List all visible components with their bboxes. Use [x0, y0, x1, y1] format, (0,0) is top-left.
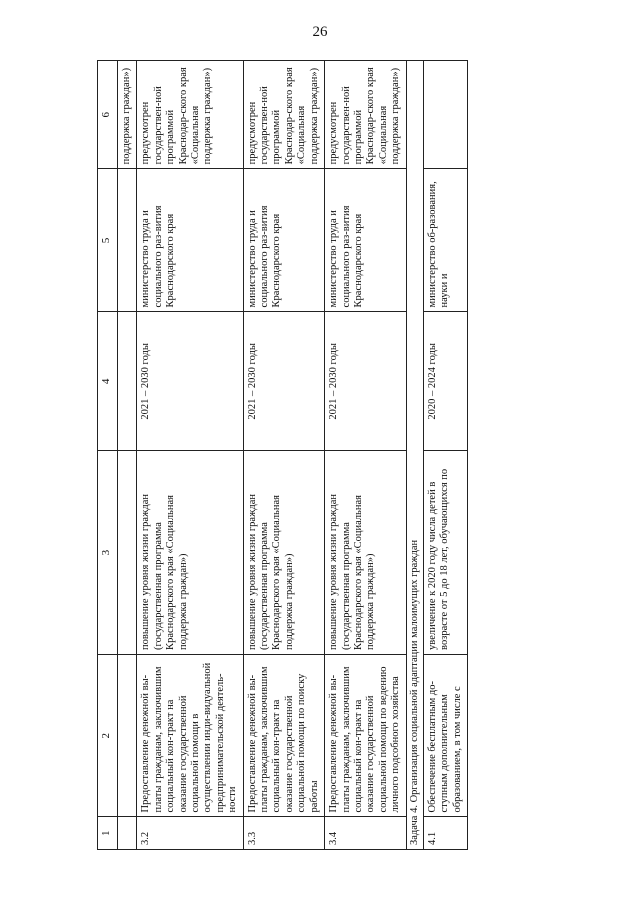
- measure-cell: Обеспечение бесплатным до-ступным дополнительным образованием, в том числе с: [423, 654, 467, 817]
- table-row: [423, 61, 467, 850]
- header-col-2: 2: [98, 654, 118, 817]
- table-row: [243, 61, 324, 850]
- measure-cell: Предоставление денежной вы-платы гражданам, заключившим социальный кон-тракт на оказание государственной социальной помощи в осуществлении инди-видуальной предпринимательской деятель-ности: [137, 654, 243, 817]
- task-heading: Задача 4. Организация социальной адаптации малоимущих граждан: [406, 61, 423, 850]
- continuation-row: [118, 61, 137, 850]
- period-cell: 2020 – 2024 годы: [423, 312, 467, 451]
- continuation-cell: поддержка граждан»): [118, 61, 137, 169]
- executor-cell: министерство труда и социального раз-вития Краснодарского края: [243, 169, 324, 312]
- measure-cell: Предоставление денежной вы-платы гражданам, заключившим социальный кон-тракт на оказание государственной социальной помощи по поиску работы: [243, 654, 324, 817]
- result-cell: увеличение к 2020 году числа детей в возрасте от 5 до 18 лет, обучающихся по: [423, 451, 467, 655]
- measures-table: [97, 60, 468, 850]
- header-row: [98, 61, 118, 850]
- executor-cell: министерство об-разования, науки и: [423, 169, 467, 312]
- source-cell: предусмотрен государствен-ной программой Краснодар-ского края «Социальная поддержка граждан»): [137, 61, 243, 169]
- source-cell: предусмотрен государствен-ной программой Краснодар-ского края «Социальная поддержка граждан»): [243, 61, 324, 169]
- result-cell: повышение уровня жизни граждан (государственная программа Краснодарского края «Социальная поддержка граждан»): [137, 451, 243, 655]
- result-cell: повышение уровня жизни граждан (государственная программа Краснодарского края «Социальная поддержка граждан»): [243, 451, 324, 655]
- period-cell: 2021 – 2030 годы: [325, 312, 406, 451]
- row-number: 4.1: [423, 817, 467, 850]
- period-cell: 2021 – 2030 годы: [243, 312, 324, 451]
- task-row: [406, 61, 423, 850]
- header-col-6: 6: [98, 61, 118, 169]
- source-cell: [423, 61, 467, 169]
- rotated-table-container: [97, 60, 552, 850]
- measure-cell: Предоставление денежной вы-платы гражданам, заключившим социальный кон-тракт на оказание государственной социальной помощи по ведению личного подсобного хозяйства: [325, 654, 406, 817]
- header-col-5: 5: [98, 169, 118, 312]
- page-number: 26: [312, 24, 328, 40]
- executor-cell: министерство труда и социального раз-вития Краснодарского края: [137, 169, 243, 312]
- period-cell: 2021 – 2030 годы: [137, 312, 243, 451]
- header-col-1: 1: [98, 817, 118, 850]
- table-row: [137, 61, 243, 850]
- row-number: 3.4: [325, 817, 406, 850]
- row-number: 3.3: [243, 817, 324, 850]
- row-number: 3.2: [137, 817, 243, 850]
- header-col-3: 3: [98, 451, 118, 655]
- executor-cell: министерство труда и социального раз-вития Краснодарского края: [325, 169, 406, 312]
- continuation-empty: [118, 817, 137, 850]
- result-cell: повышение уровня жизни граждан (государственная программа Краснодарского края «Социальная поддержка граждан»): [325, 451, 406, 655]
- header-col-4: 4: [98, 312, 118, 451]
- table-row: [325, 61, 406, 850]
- source-cell: предусмотрен государствен-ной программой Краснодар-ского края «Социальная поддержка граждан»): [325, 61, 406, 169]
